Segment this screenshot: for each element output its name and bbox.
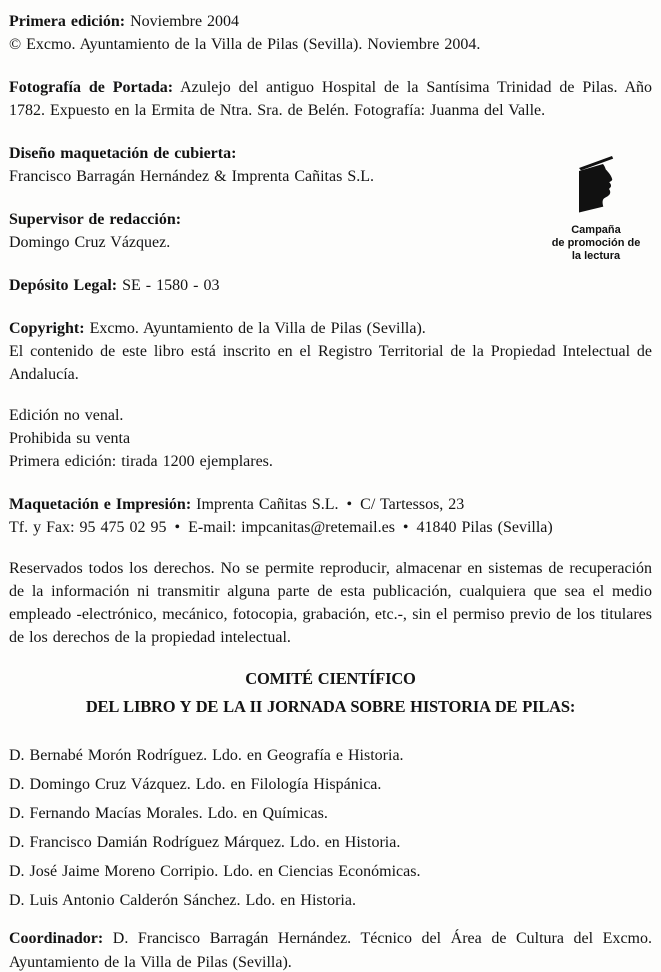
committee-member: D. Domingo Cruz Vázquez. Ldo. en Filología Hispánica. bbox=[9, 776, 382, 793]
printing-label: Maquetación e Impresión: bbox=[9, 496, 192, 513]
logo-caption bbox=[538, 224, 654, 263]
committee-member: D. Francisco Damián Rodríguez Márquez. Ldo. en Historia. bbox=[9, 834, 401, 851]
edition-line bbox=[9, 10, 652, 33]
edition-value: Noviembre 2004 bbox=[125, 13, 240, 30]
edition-label: Primera edición: bbox=[9, 13, 126, 30]
copyright-value: Excmo. Ayuntamiento de la Villa de Pilas (Sevilla). bbox=[84, 320, 426, 337]
copyright-block bbox=[9, 317, 652, 386]
copyright-line: © Excmo. Ayuntamiento de la Villa de Pilas (Sevilla). Noviembre 2004. bbox=[9, 36, 481, 53]
printing-line1 bbox=[9, 493, 652, 516]
coordinator-value: D. Francisco Barragán Hernández. Técnico del Área de Cultura del Excmo. Ayuntamiento de la Villa de Pilas (Sevilla). bbox=[9, 930, 652, 971]
committee-member: D. Fernando Macías Morales. Ldo. en Químicas. bbox=[9, 805, 328, 822]
logo-caption-line: de promoción de bbox=[551, 237, 641, 249]
editor-label: Supervisor de redacción: bbox=[9, 211, 182, 228]
legal-deposit-label: Depósito Legal: bbox=[9, 277, 118, 294]
copyright-holder-line bbox=[9, 317, 652, 340]
committee-member-list bbox=[9, 741, 652, 915]
coordinator-paragraph bbox=[9, 927, 652, 972]
coordinator-label: Coordinador: bbox=[9, 930, 104, 947]
editor-value: Domingo Cruz Vázquez. bbox=[9, 234, 171, 251]
printing-line2: Tf. y Fax: 95 475 02 95 • E-mail: impcanitas@retemail.es • 41840 Pilas (Sevilla) bbox=[9, 519, 553, 536]
rights-notice-paragraph: Reservados todos los derechos. No se permite reproducir, almacenar en sistemas de recuperación de la información ni transmitir alguna parte de esta publicación, cualquiera que sea el medio empleado -electrónico, mecánico, fotocopia, grabación, etc.-, sin el permiso previo de los titulares de los derechos de la propiedad intelectual. bbox=[9, 560, 652, 646]
printing-value: Imprenta Cañitas S.L. • C/ Tartessos, 23 bbox=[191, 496, 465, 513]
committee-member: D. Bernabé Morón Rodríguez. Ldo. en Geografía e Historia. bbox=[9, 747, 404, 764]
book-face-logo-icon bbox=[538, 154, 654, 216]
edition-note: Primera edición: tirada 1200 ejemplares. bbox=[9, 453, 273, 470]
cover-design-label: Diseño maquetación de cubierta: bbox=[9, 145, 237, 162]
cover-photo-paragraph bbox=[9, 76, 652, 122]
committee-member: D. José Jaime Moreno Corripio. Ldo. en Ciencias Económicas. bbox=[9, 863, 421, 880]
reading-campaign-logo bbox=[538, 154, 654, 263]
logo-caption-line: Campaña bbox=[571, 224, 621, 236]
copyright-label: Copyright: bbox=[9, 320, 85, 337]
committee-title-line2: DEL LIBRO Y DE LA II JORNADA SOBRE HISTORIA DE PILAS: bbox=[85, 697, 576, 716]
cover-photo-label: Fotografía de Portada: bbox=[9, 79, 174, 96]
legal-deposit-value: SE - 1580 - 03 bbox=[117, 277, 220, 294]
edition-notes-block bbox=[9, 404, 652, 473]
cover-design-value: Francisco Barragán Hernández & Imprenta Cañitas S.L. bbox=[9, 168, 374, 185]
copyright-registry-text: El contenido de este libro está inscrito en el Registro Territorial de la Propiedad Intelectual de Andalucía. bbox=[9, 343, 652, 383]
committee-title bbox=[9, 665, 652, 721]
logo-caption-line: la lectura bbox=[571, 250, 621, 262]
committee-title-line1: COMITÉ CIENTÍFICO bbox=[245, 669, 416, 688]
edition-note: Edición no venal. bbox=[9, 407, 124, 424]
cover-photo-value: Azulejo del antiguo Hospital de la Santísima Trinidad de Pilas. Año 1782. Expuesto en la Ermita de Ntra. Sra. de Belén. Fotografía: Juanma del Valle. bbox=[9, 79, 652, 119]
edition-block bbox=[9, 10, 652, 56]
edition-note: Prohibida su venta bbox=[9, 430, 131, 447]
printing-block bbox=[9, 493, 652, 539]
committee-member: D. Luis Antonio Calderón Sánchez. Ldo. en Historia. bbox=[9, 892, 356, 909]
legal-deposit-line bbox=[9, 274, 652, 297]
